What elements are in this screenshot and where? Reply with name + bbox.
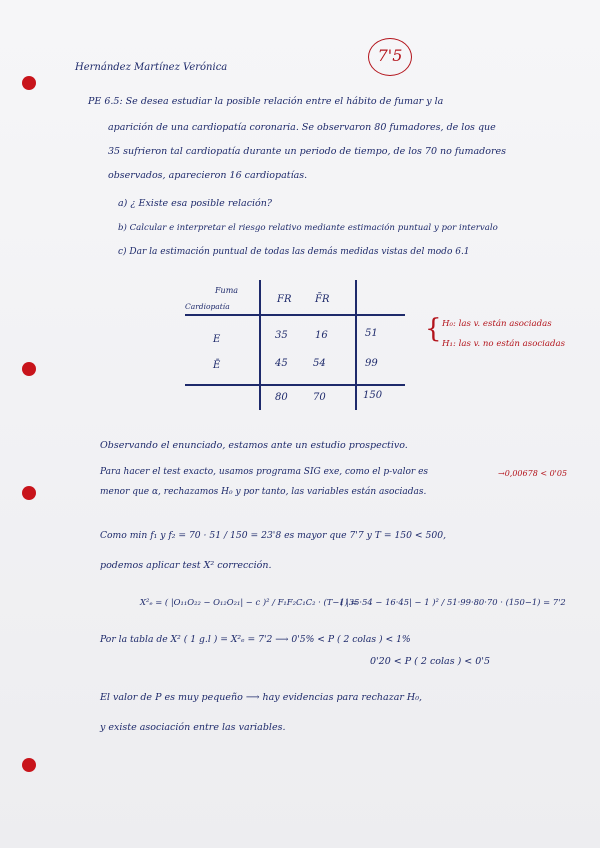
problem-line: observados, aparecieron 16 cardiopatías. <box>108 170 308 181</box>
hypothesis-h1: H₁: las v. no están asociadas <box>442 339 566 349</box>
table-cell: 54 <box>313 358 326 369</box>
hypothesis-h0: H₀: las v. están asociadas <box>442 319 552 329</box>
question-a: a) ¿ Existe esa posible relación? <box>118 198 272 209</box>
formula-left: X²ₑ = ( |O₁₁O₂₂ − O₁₂O₂₁| − c )² / F₁F₂C₁C₂ · (T−1) = <box>140 597 358 607</box>
table-col-header: FR <box>277 294 292 305</box>
binder-hole <box>22 76 36 90</box>
question-b: b) Calcular e interpretar el riesgo relativo mediante estimación puntual y por intervalo <box>118 223 498 233</box>
binder-hole <box>22 362 36 376</box>
table-col-header: F̄R <box>315 294 330 305</box>
question-c: c) Dar la estimación puntual de todas las demás medidas vistas del modo 6.1 <box>118 247 470 257</box>
table-total: 80 <box>275 392 288 403</box>
contingency-table <box>185 280 405 410</box>
table-cell: 35 <box>275 330 288 341</box>
answer-line: Para hacer el test exacto, usamos programa SIG exe, como el p-valor es <box>100 467 429 477</box>
binder-hole <box>22 758 36 772</box>
table-row-label: E <box>213 334 221 345</box>
answer-line: 0'20 < P ( 2 colas ) < 0'5 <box>370 656 490 667</box>
problem-line: aparición de una cardiopatía coronaria. Se observaron 80 fumadores, de los que <box>108 122 496 133</box>
formula-right: ( |35·54 − 16·45| − 1 )² / 51·99·80·70 · (150−1) = 7'2 <box>340 597 566 607</box>
table-cell: 45 <box>275 358 288 369</box>
problem-line: PE 6.5: Se desea estudiar la posible relación entre el hábito de fumar y la <box>88 96 444 107</box>
table-row-label: Ē <box>213 360 221 371</box>
table-header-top: Fuma <box>215 286 239 295</box>
table-total: 150 <box>363 390 383 401</box>
answer-line: y existe asociación entre las variables. <box>100 722 286 733</box>
answer-line: Observando el enunciado, estamos ante un estudio prospectivo. <box>100 440 408 451</box>
grade-mark: 7'5 <box>368 38 412 76</box>
author-name: Hernández Martínez Verónica <box>75 62 228 73</box>
problem-line: 35 sufrieron tal cardiopatía durante un periodo de tiempo, de los 70 no fumadores <box>108 146 507 157</box>
table-cell: 16 <box>315 330 328 341</box>
table-header-side: Cardiopatía <box>185 302 230 311</box>
table-total: 70 <box>313 392 326 403</box>
binder-hole <box>22 486 36 500</box>
table-cell: 51 <box>365 328 378 339</box>
table-cell: 99 <box>365 358 378 369</box>
hypothesis-brace: { <box>425 314 442 344</box>
answer-line: El valor de P es muy pequeño ⟶ hay evidencias para rechazar H₀, <box>100 692 423 703</box>
answer-line: menor que α, rechazamos H₀ y por tanto, las variables están asociadas. <box>100 487 427 497</box>
answer-line: Por la tabla de X² ( 1 g.l ) = X²ₑ = 7'2 ⟶ 0'5% < P ( 2 colas ) < 1% <box>100 634 411 645</box>
answer-line: podemos aplicar test X² corrección. <box>100 560 272 571</box>
pvalue-note: →0,00678 < 0'05 <box>498 469 568 478</box>
answer-line: Como min f₁ y f₂ = 70 · 51 / 150 = 23'8 es mayor que 7'7 y T = 150 < 500, <box>100 530 446 541</box>
